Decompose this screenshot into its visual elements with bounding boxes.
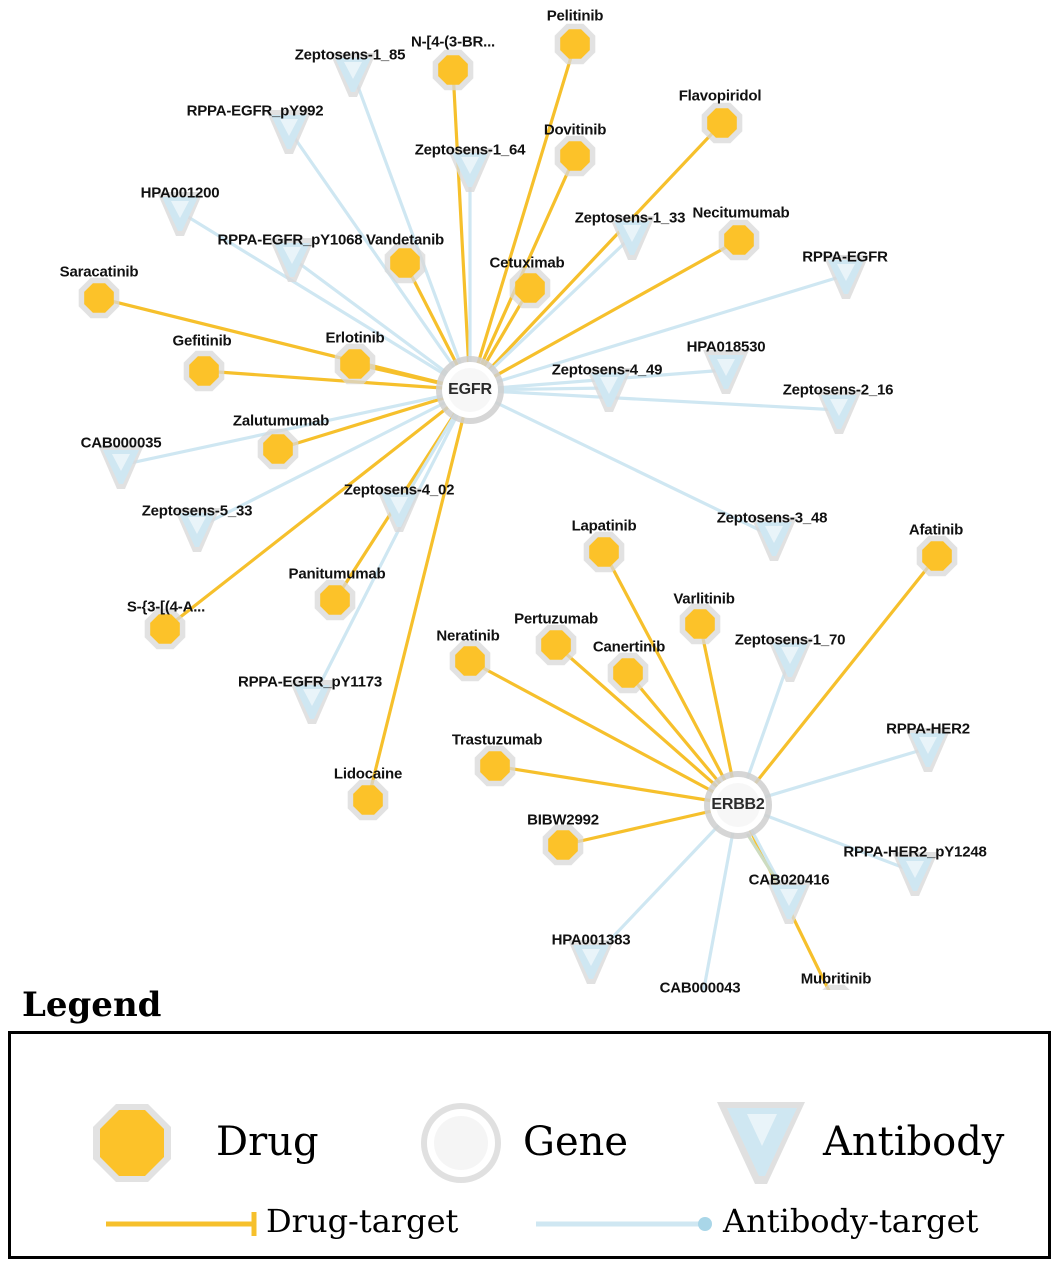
legend-label-antibody: Antibody	[823, 1119, 1005, 1165]
antibody-label: RPPA-HER2	[886, 720, 970, 738]
antibody-label: Zeptosens-3_48	[716, 509, 828, 527]
antibody-label: CAB000043	[659, 979, 741, 997]
antibody-label: Zeptosens-4_02	[343, 481, 455, 499]
drug-shape	[560, 141, 590, 171]
node-drug[interactable]	[536, 625, 577, 666]
node-drug[interactable]	[584, 532, 625, 573]
antibody-label: RPPA-EGFR_pY992	[186, 102, 324, 120]
gene-label: ERBB2	[711, 796, 765, 813]
node-drug[interactable]	[79, 278, 120, 319]
legend-label-gene: Gene	[523, 1119, 629, 1165]
drug-label: Mubritinib	[800, 970, 872, 988]
antibody-label: RPPA-EGFR_pY1173	[237, 673, 383, 691]
drug-shape	[189, 356, 219, 386]
node-drug[interactable]	[917, 536, 958, 577]
node-drug[interactable]	[335, 344, 376, 385]
antibody-label: Zeptosens-1_70	[734, 631, 846, 649]
drug-shape	[353, 785, 383, 815]
legend-antibody-edge-icon	[536, 1217, 712, 1231]
drug-label: Gefitinib	[172, 332, 232, 350]
legend-gene-icon	[421, 1103, 501, 1183]
legend-drug-icon	[93, 1104, 171, 1182]
antibody-label: HPA001383	[551, 931, 631, 949]
node-drug[interactable]	[475, 746, 516, 787]
drug-label: Panitumumab	[288, 565, 386, 583]
edge-drug-target	[453, 70, 470, 390]
legend-antibody-icon	[717, 1102, 805, 1184]
drug-shape	[263, 434, 293, 464]
drug-label: BIBW2992	[527, 811, 599, 829]
drug-label: S-{3-[(4-A...	[126, 598, 206, 616]
drug-label: Erlotinib	[325, 329, 385, 347]
antibody-label: Zeptosens-4_49	[551, 361, 663, 379]
legend-box	[8, 1031, 1051, 1259]
edge-drug-target	[738, 556, 937, 805]
drug-shape	[320, 585, 350, 615]
drug-label: Afatinib	[908, 521, 964, 539]
node-drug[interactable]	[348, 780, 389, 821]
drug-label: Pelitinib	[546, 7, 604, 25]
node-drug[interactable]	[258, 429, 299, 470]
drug-shape	[685, 609, 715, 639]
legend-label-drug-target: Drug-target	[266, 1202, 459, 1240]
drug-shape	[84, 283, 114, 313]
antibody-label: Zeptosens-1_85	[294, 46, 406, 64]
node-drug[interactable]	[702, 103, 743, 144]
drug-shape	[438, 55, 468, 85]
antibody-label: Zeptosens-1_64	[414, 141, 526, 159]
drug-label: Cetuximab	[489, 254, 565, 272]
node-drug[interactable]	[510, 268, 551, 309]
drug-shape	[340, 349, 370, 379]
antibody-label: Zeptosens-5_33	[141, 502, 253, 520]
edge-antibody-target	[312, 390, 470, 700]
drug-shape	[724, 225, 754, 255]
drug-label: Zalutumumab	[232, 412, 330, 430]
drug-shape	[390, 248, 420, 278]
drug-label: Dovitinib	[543, 121, 607, 139]
drug-shape	[150, 614, 180, 644]
antibody-label: RPPA-EGFR	[802, 248, 888, 266]
node-drug[interactable]	[433, 50, 474, 91]
antibody-label: HPA001200	[140, 184, 220, 202]
antibody-label: HPA018530	[686, 338, 766, 356]
legend-drug-edge-icon	[106, 1212, 254, 1236]
node-drug[interactable]	[555, 136, 596, 177]
gene-label: EGFR	[448, 381, 492, 398]
drug-label: Saracatinib	[59, 263, 139, 281]
drug-shape	[541, 630, 571, 660]
antibody-label: Zeptosens-2_16	[782, 381, 894, 399]
antibody-label: RPPA-EGFR_pY1068	[217, 231, 363, 249]
antibody-label: RPPA-HER2_pY1248	[843, 843, 987, 861]
node-drug[interactable]	[555, 24, 596, 65]
drug-label: Pertuzumab	[514, 610, 598, 628]
legend	[0, 985, 1059, 1259]
drug-label: Varlitinib	[673, 590, 735, 608]
drug-shape	[589, 537, 619, 567]
drug-label: Flavopiridol	[678, 87, 762, 105]
node-drug[interactable]	[719, 220, 760, 261]
node-drug[interactable]	[315, 580, 356, 621]
drug-shape	[613, 658, 643, 688]
node-drug[interactable]	[450, 641, 491, 682]
drug-label: N-[4-(3-BR...	[410, 33, 496, 51]
drug-shape	[515, 273, 545, 303]
node-drug[interactable]	[184, 351, 225, 392]
antibody-label: CAB020416	[748, 871, 830, 889]
node-drug[interactable]	[543, 825, 584, 866]
legend-title: Legend	[22, 985, 162, 1025]
drug-label: Trastuzumab	[451, 731, 543, 749]
node-drug[interactable]	[385, 243, 426, 284]
drug-shape	[548, 830, 578, 860]
drug-shape	[707, 108, 737, 138]
drug-label: Lapatinib	[571, 517, 637, 535]
drug-label: Vandetanib	[365, 231, 445, 249]
drug-shape	[480, 751, 510, 781]
drug-label: Canertinib	[592, 638, 666, 656]
legend-label-drug: Drug	[216, 1119, 319, 1165]
drug-label: Neratinib	[436, 627, 500, 645]
antibody-label: Zeptosens-1_33	[574, 209, 686, 227]
legend-label-antibody-target: Antibody-target	[723, 1202, 979, 1240]
node-drug[interactable]	[608, 653, 649, 694]
drug-label: Lidocaine	[333, 765, 403, 783]
drug-label: Necitumumab	[692, 204, 790, 222]
antibody-label: CAB000035	[80, 434, 162, 452]
node-drug[interactable]	[680, 604, 721, 645]
drug-shape	[922, 541, 952, 571]
drug-shape	[455, 646, 485, 676]
drug-shape	[560, 29, 590, 59]
node-antibody[interactable]	[98, 445, 144, 489]
